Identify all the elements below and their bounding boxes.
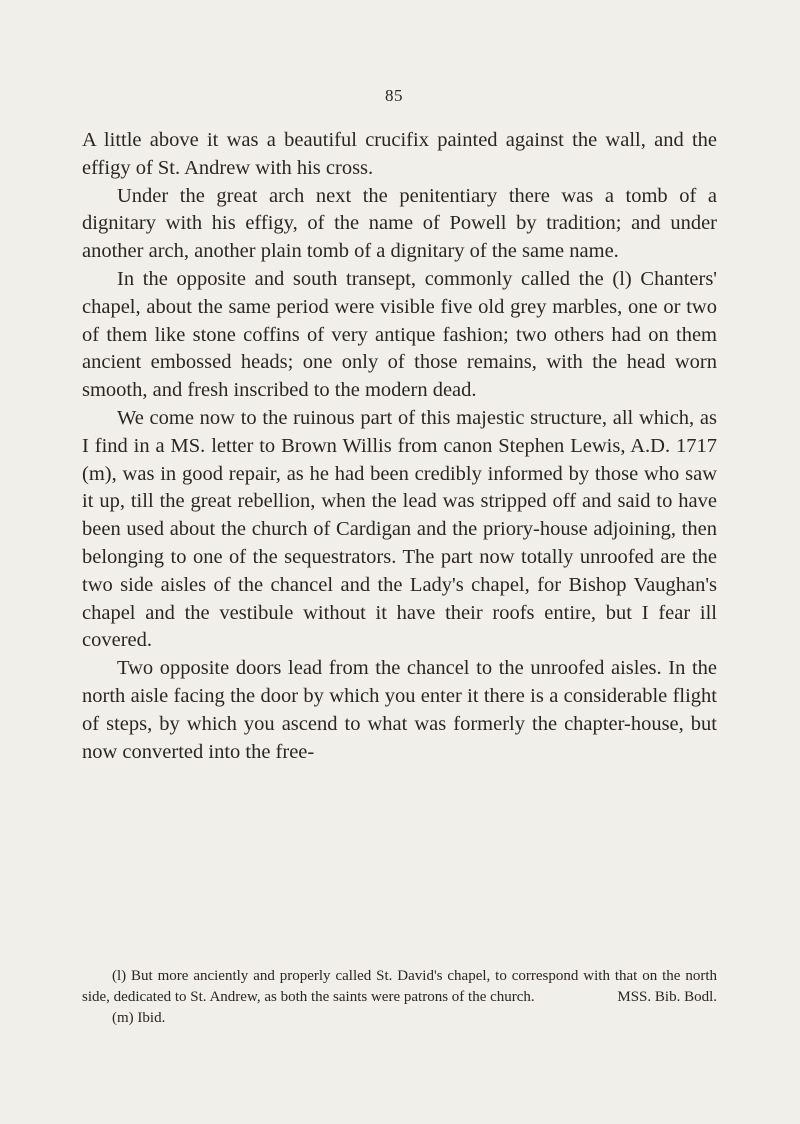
paragraph-ruinous-part: We come now to the ruinous part of this majestic structure, all which, as I find in a MS. letter to Brown Willis from canon Stephen Lewis, A.D. 1717 (m), was in good repair, as he had been credibly informed by those who saw it up, till the great rebellion, when the lead was stripped off and said to have been used about the church of Cardigan and the priory-house adjoining, then belonging to one of the sequestrators. The part now totally unroofed are the two side aisles of the chancel and the Lady's chapel, for Bishop Vaughan's chapel and the vestibule without it have their roofs entire, but I fear ill covered. — [82, 406, 717, 652]
footnote-l-source: MSS. Bib. Bodl. — [617, 989, 717, 1005]
page-number: 85 — [385, 86, 403, 105]
paragraph-great-arch-tomb: Under the great arch next the penitentiary there was a tomb of a dignitary with his effigy, of the name of Powell by tradition; and under another arch, another plain tomb of a dignitary of the same name. — [82, 184, 717, 263]
paragraph-opposite-doors: Two opposite doors lead from the chancel to the unroofed aisles. In the north aisle facing the door by which you enter it there is a considerable flight of steps, by which you ascend to what was formerly the chapter-house, but now converted into the free- — [82, 657, 717, 763]
footnote-l-text: (l) But more anciently and properly called St. David's chapel, to correspond with that on the north side, dedicated to St. Andrew, as both the saints were patrons of the church. — [82, 968, 717, 1005]
footnotes — [82, 966, 717, 1029]
footnote-l — [82, 966, 717, 1008]
paragraph-south-transept: In the opposite and south transept, commonly called the (l) Chanters' chapel, about the same period were visible five old grey marbles, one or two of them like stone coffins of very antique fashion; two others had on them ancient embossed heads; one only of those remains, with the head worn smooth, and fresh inscribed to the modern dead. — [82, 267, 717, 402]
footnote-m: (m) Ibid. — [112, 1010, 166, 1026]
body-text — [82, 127, 717, 766]
paragraph-crucifix: A little above it was a beautiful crucifix painted against the wall, and the effigy of St. Andrew with his cross. — [82, 129, 717, 179]
